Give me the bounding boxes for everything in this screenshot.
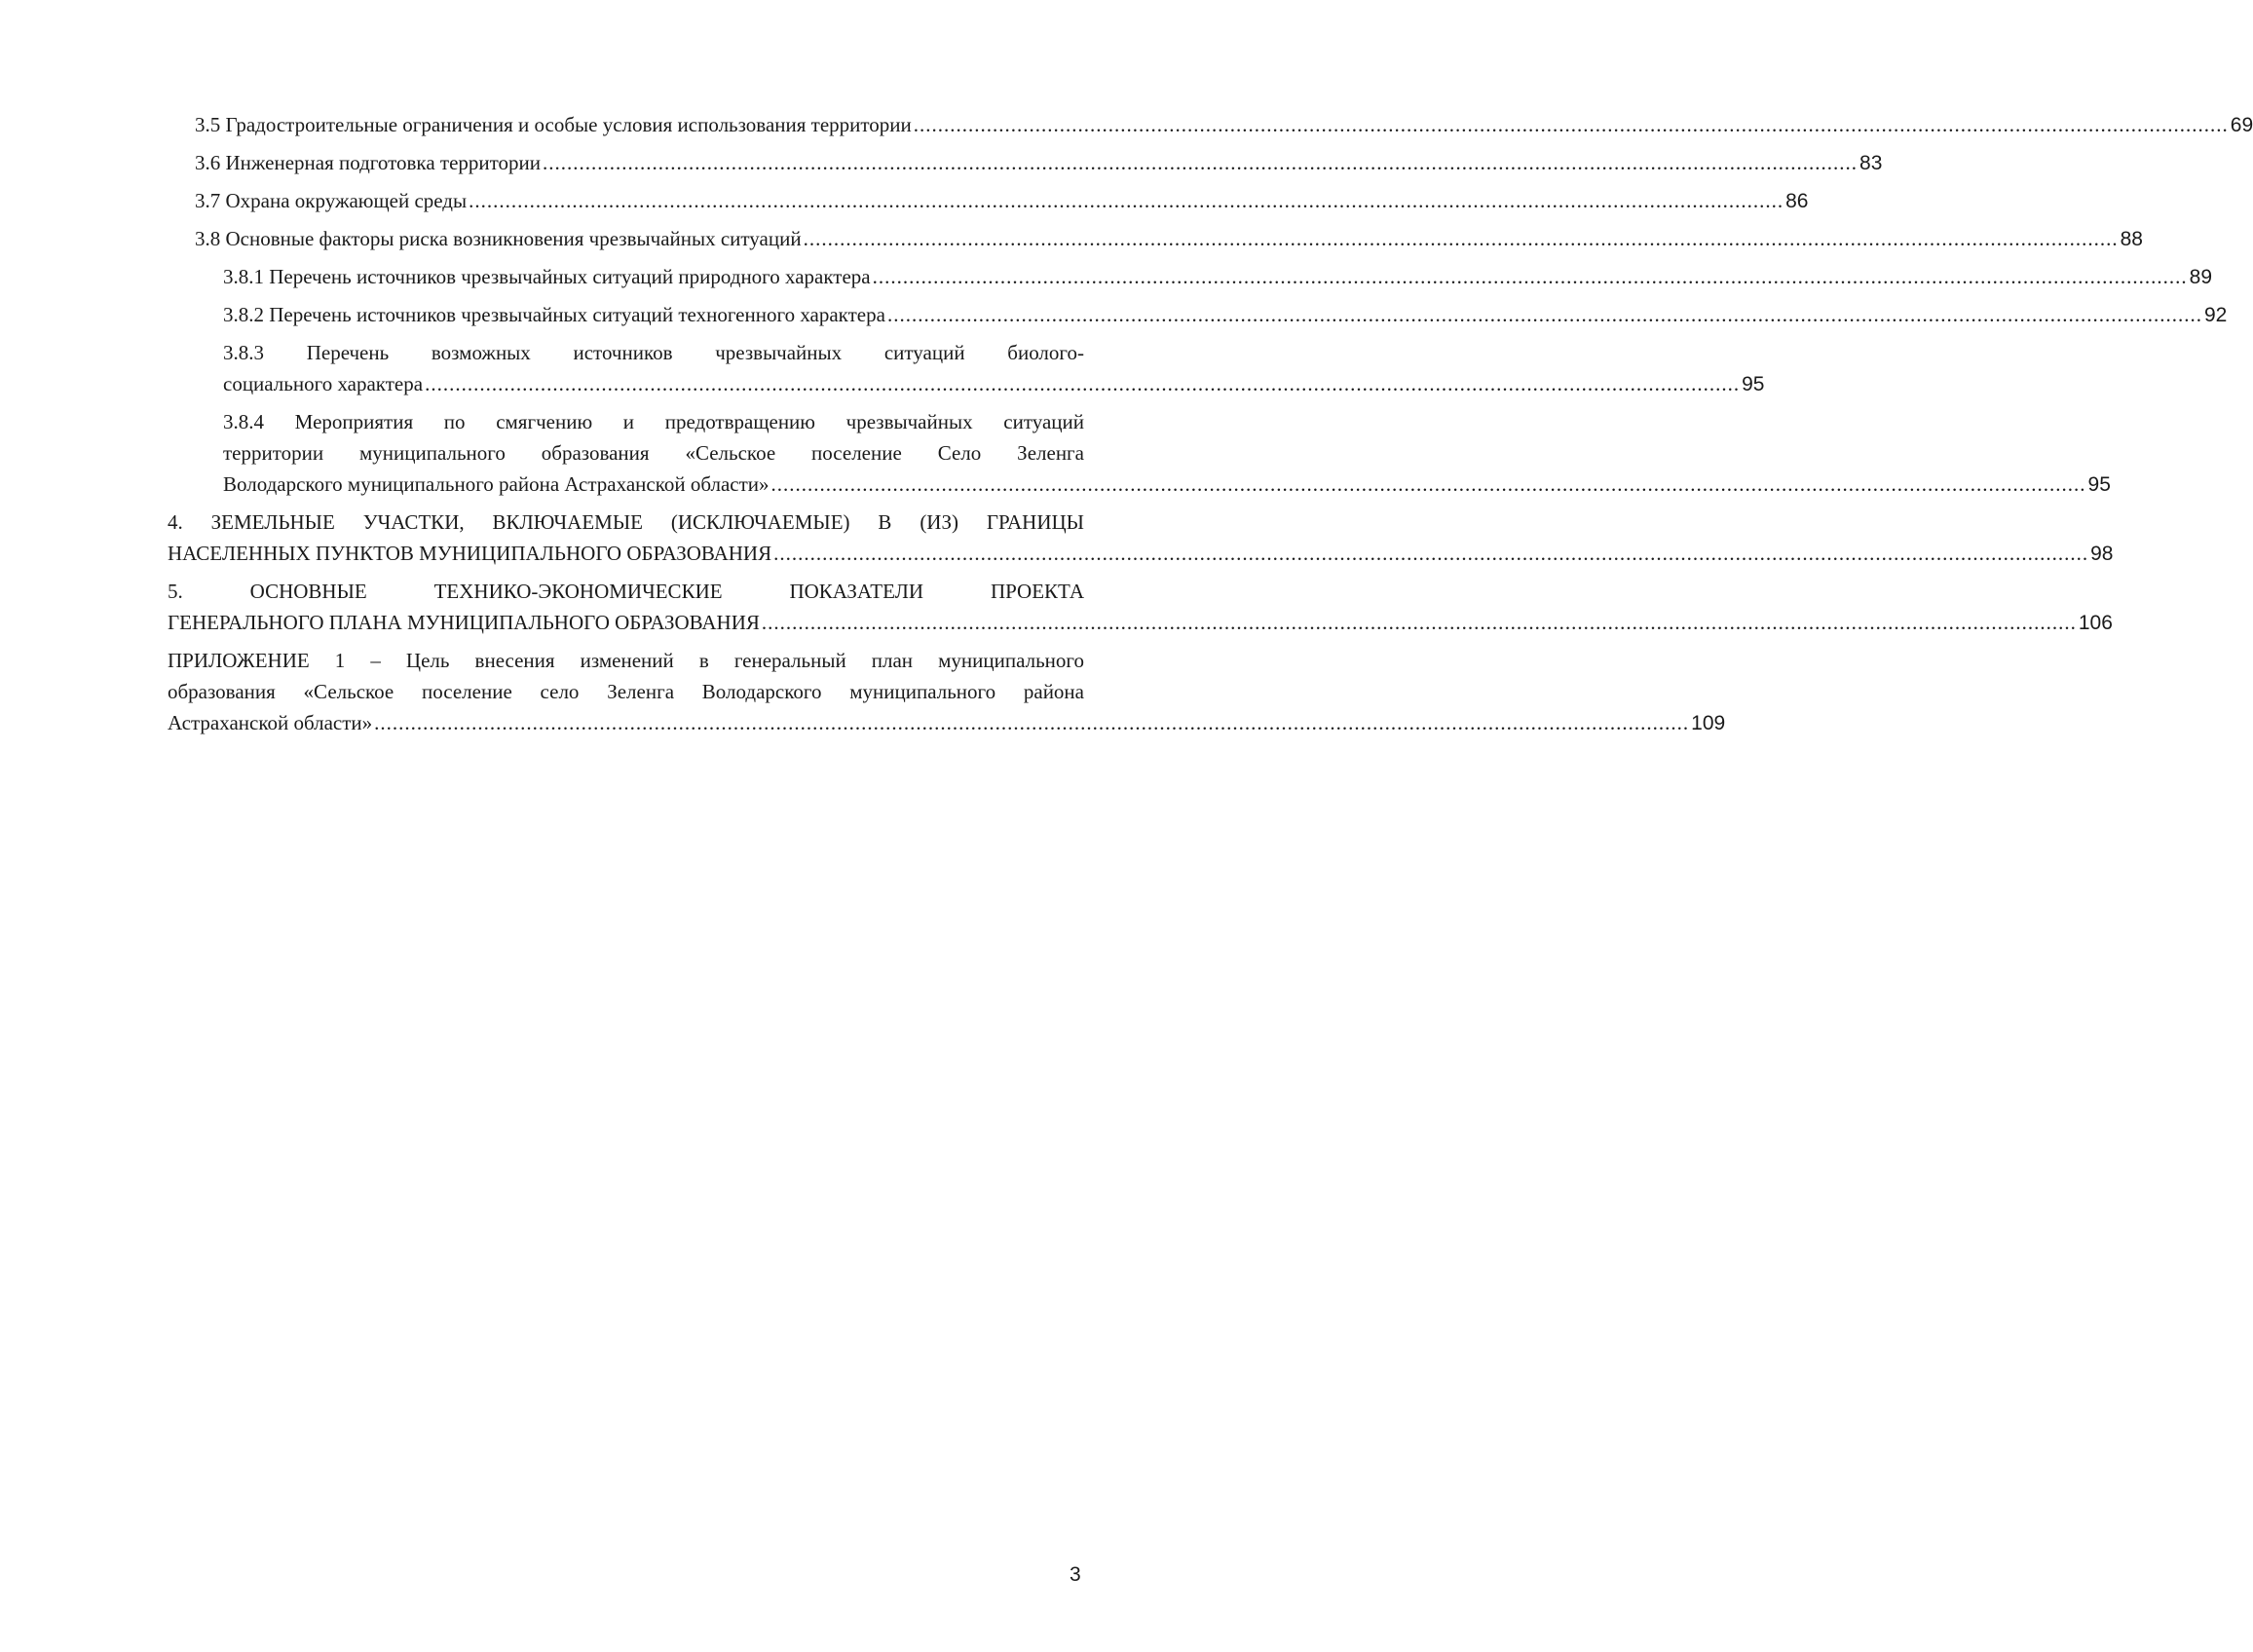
toc-leader-dots — [773, 538, 2088, 569]
toc-entry-title-line: НАСЕЛЕННЫХ ПУНКТОВ МУНИЦИПАЛЬНОГО ОБРАЗОВАНИЯ — [168, 542, 772, 565]
toc-entry-title-line: 5. ОСНОВНЫЕ ТЕХНИКО-ЭКОНОМИЧЕСКИЕ ПОКАЗАТЕЛИ ПРОЕКТА — [168, 580, 1084, 603]
toc-page-number: 109 — [1691, 712, 1726, 734]
toc-leader-dots — [762, 607, 2077, 638]
toc-page-number: 92 — [2203, 304, 2228, 326]
toc-leader-dots — [374, 707, 1689, 738]
toc-page-number: 86 — [1785, 190, 1809, 212]
toc-page-number: 69 — [2230, 114, 2253, 136]
toc-leader-dots — [914, 109, 2229, 140]
toc-leader-dots — [543, 147, 1858, 178]
toc-entry-title: 3.8 Основные факторы риска возникновения чрезвычайных ситуаций — [195, 227, 802, 250]
toc-page-number: 106 — [2078, 612, 2113, 634]
toc-entry-title-line: образования «Сельское поселение село Зеленга Володарского муниципального района — [168, 680, 1084, 703]
toc-entry-3-5[interactable] — [195, 109, 2253, 141]
toc-entry-3-7[interactable] — [195, 185, 1809, 217]
toc-leader-dots — [425, 368, 1740, 399]
toc-entry-title: 3.5 Градостроительные ограничения и особые условия использования территории — [195, 113, 912, 136]
toc-entry-title: 3.7 Охрана окружающей среды — [195, 189, 468, 212]
table-of-contents — [168, 109, 2253, 745]
toc-page-number: 89 — [2189, 266, 2212, 288]
toc-entry-appendix-1[interactable] — [168, 645, 1726, 739]
toc-page-number: 95 — [1742, 373, 1765, 395]
toc-leader-dots — [469, 185, 1784, 216]
toc-entry-title-line: Астраханской области» — [168, 711, 373, 734]
toc-page-number: 95 — [2087, 473, 2111, 496]
toc-entry-title-line: 3.8.4 Мероприятия по смягчению и предотвращению чрезвычайных ситуаций — [223, 410, 1084, 433]
toc-entry-title-line: территории муниципального образования «Сельское поселение Село Зеленга — [223, 441, 1084, 465]
toc-entry-title-line: социального характера — [223, 372, 424, 395]
toc-entry-3-8-1[interactable] — [223, 261, 2212, 293]
toc-page-number: 83 — [1859, 152, 1883, 174]
toc-entry-5[interactable] — [168, 576, 2113, 639]
toc-entry-title-line: ГЕНЕРАЛЬНОГО ПЛАНА МУНИЦИПАЛЬНОГО ОБРАЗОВАНИЯ — [168, 611, 760, 634]
toc-leader-dots — [771, 469, 2086, 500]
toc-leader-dots — [887, 299, 2202, 330]
page-number: 3 — [1070, 1563, 1081, 1586]
toc-entry-3-8[interactable] — [195, 223, 2143, 255]
toc-page-number: 88 — [2120, 228, 2143, 250]
toc-entry-title: 3.8.2 Перечень источников чрезвычайных ситуаций техногенного характера — [223, 303, 885, 326]
toc-entry-3-8-2[interactable] — [223, 299, 2228, 331]
toc-entry-title-line: ПРИЛОЖЕНИЕ 1 – Цель внесения изменений в генеральный план муниципального — [168, 649, 1084, 672]
toc-entry-title-line: 4. ЗЕМЕЛЬНЫЕ УЧАСТКИ, ВКЛЮЧАЕМЫЕ (ИСКЛЮЧАЕМЫЕ) В (ИЗ) ГРАНИЦЫ — [168, 510, 1084, 534]
toc-entry-3-6[interactable] — [195, 147, 1883, 179]
toc-entry-title-line: Володарского муниципального района Астраханской области» — [223, 472, 770, 496]
toc-entry-title-line: 3.8.3 Перечень возможных источников чрезвычайных ситуаций биолого- — [223, 341, 1084, 364]
toc-leader-dots — [804, 223, 2119, 254]
toc-entry-3-8-4[interactable] — [223, 406, 2111, 501]
toc-entry-title: 3.8.1 Перечень источников чрезвычайных ситуаций природного характера — [223, 265, 871, 288]
toc-entry-4[interactable] — [168, 507, 2114, 570]
toc-entry-title: 3.6 Инженерная подготовка территории — [195, 151, 542, 174]
toc-entry-3-8-3[interactable] — [223, 337, 1765, 400]
toc-page-number: 98 — [2090, 543, 2114, 565]
toc-leader-dots — [873, 261, 2188, 292]
